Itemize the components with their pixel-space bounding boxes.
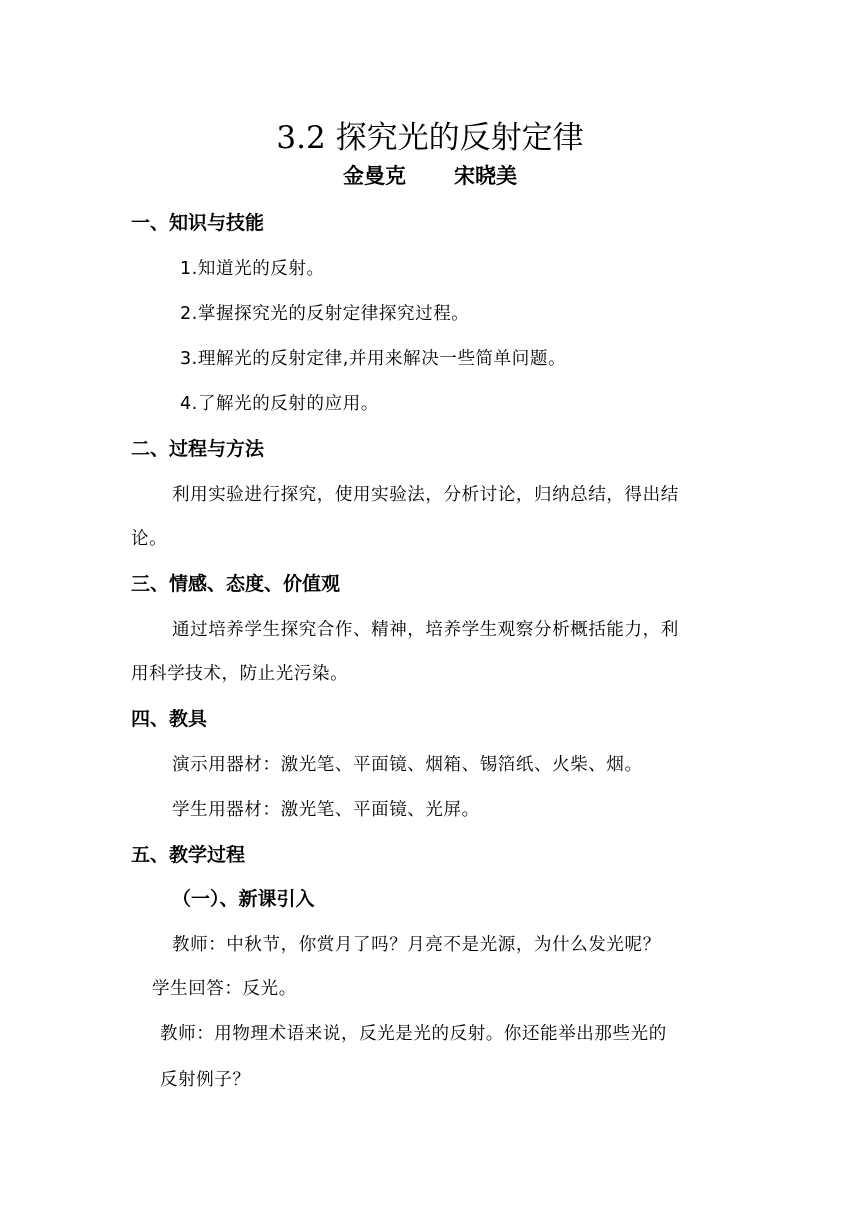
dialogue-line: 反射例子？: [160, 1070, 251, 1090]
section-heading-teaching-process: 五、教学过程: [131, 844, 246, 866]
dialogue-line: 教师：用物理术语来说，反光是光的反射。你还能举出那些光的: [160, 1024, 667, 1044]
subsection-heading-new-lesson-intro: （一）、新课引入: [172, 888, 315, 910]
document-title: 3.2 探究光的反射定律: [276, 120, 584, 156]
paragraph-line: 演示用器材：激光笔、平面镜、烟箱、锡箔纸、火柴、烟。: [172, 755, 643, 775]
paragraph-line: 学生用器材：激光笔、平面镜、光屏。: [172, 800, 480, 820]
dialogue-line: 学生回答：反光。: [152, 979, 297, 999]
paragraph-line: 利用实验进行探究，使用实验法，分析讨论，归纳总结，得出结: [172, 485, 679, 505]
section-heading-teaching-aids: 四、教具: [131, 708, 208, 730]
author-line: [0, 160, 860, 190]
list-item: 1.知道光的反射。: [180, 259, 325, 279]
list-item: 3.理解光的反射定律,并用来解决一些简单问题。: [180, 349, 567, 369]
dialogue-line: 教师：中秋节，你赏月了吗？月亮不是光源，为什么发光呢？: [172, 935, 661, 955]
paragraph-line: 用科学技术，防止光污染。: [131, 664, 349, 684]
list-item: 2.掌握探究光的反射定律探究过程。: [180, 304, 470, 324]
section-heading-emotion-attitude-values: 三、情感、态度、价值观: [131, 573, 341, 595]
section-heading-process-method: 二、过程与方法: [131, 438, 265, 460]
list-item: 4.了解光的反射的应用。: [180, 394, 379, 414]
paragraph-line: 通过培养学生探究合作、精神，培养学生观察分析概括能力，利: [172, 620, 679, 640]
section-heading-knowledge-skills: 一、知识与技能: [131, 212, 265, 234]
author-name: 金曼克: [343, 164, 406, 188]
author-name: 宋晓美: [454, 164, 517, 188]
paragraph-line: 论。: [131, 529, 168, 549]
